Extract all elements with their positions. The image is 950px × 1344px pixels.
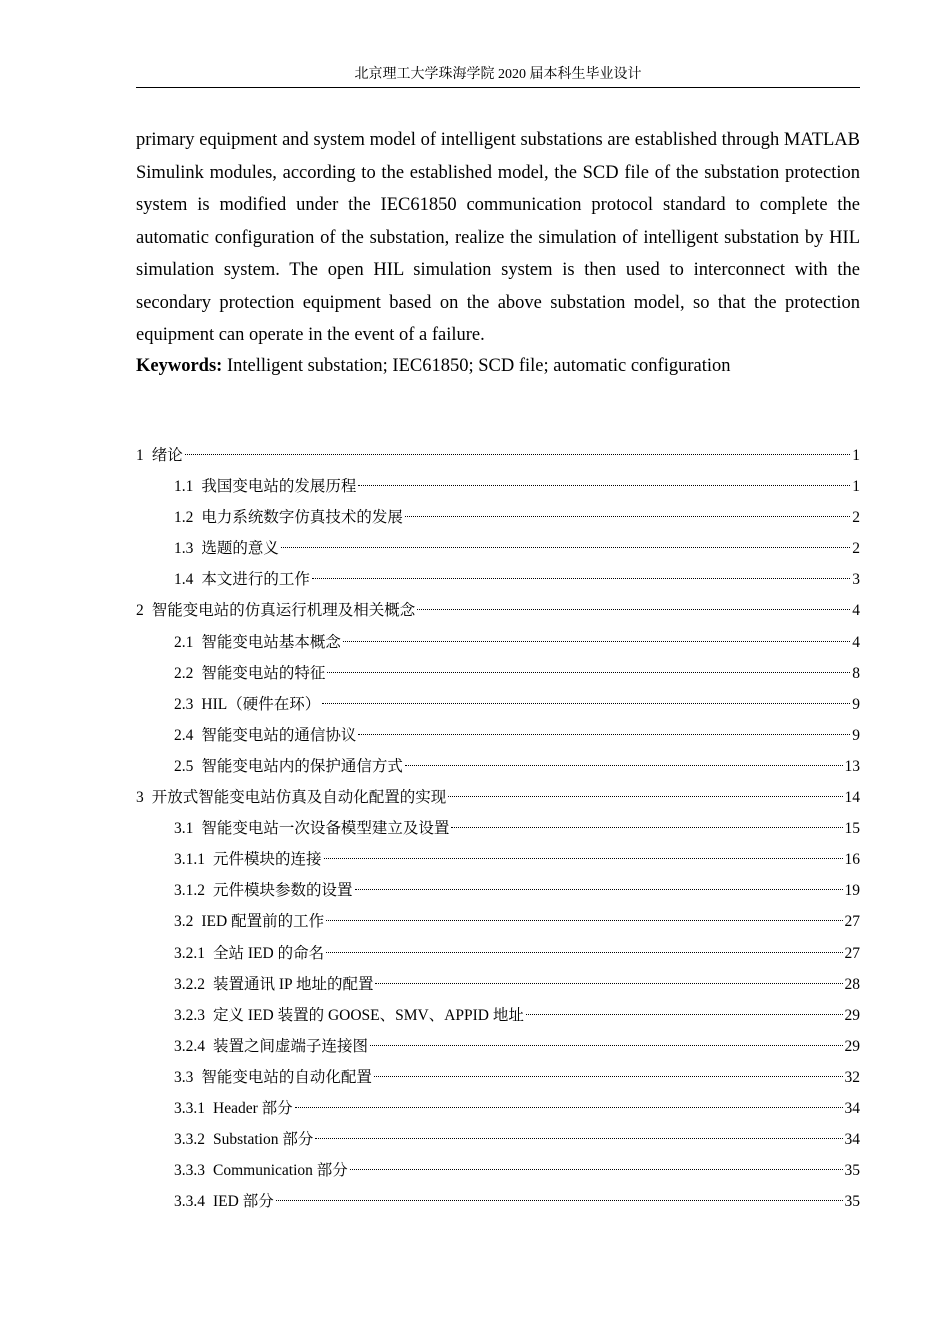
toc-leader-dots [358, 484, 850, 486]
toc-entry[interactable] [136, 471, 860, 502]
toc-entry-title: 装置之间虚端子连接图 [213, 1037, 369, 1055]
toc-entry-page: 35 [844, 1193, 860, 1211]
toc-entry-page: 28 [844, 975, 860, 993]
toc-leader-dots [350, 1168, 843, 1170]
toc-entry-number: 3.3.4 [174, 1193, 205, 1211]
toc-entry-title: HIL（硬件在环） [201, 695, 321, 713]
keywords-line [136, 350, 860, 382]
toc-entry-page: 9 [852, 695, 860, 713]
toc-entry-number: 3.3 [174, 1068, 194, 1086]
toc-entry-title: 全站 IED 的命名 [213, 944, 325, 962]
toc-entry[interactable] [136, 782, 860, 813]
toc-entry-number: 2.2 [174, 664, 194, 682]
toc-leader-dots [343, 640, 850, 642]
toc-entry-title: 智能变电站一次设备模型建立及设置 [201, 820, 450, 838]
abstract-body: primary equipment and system model of intelligent substations are established through MATLAB Simulink modules, according to the established model, the SCD file of the substation protection system is modified under the IEC61850 communication protocol standard to complete the automatic configuration of the substation, realize the simulation of intelligent substation by HIL simulation system. The open HIL simulation system is then used to interconnect with the secondary protection equipment based on the above substation model, so that the protection equipment can operate in the event of a failure. [136, 130, 860, 345]
toc-entry-title: 绪论 [151, 447, 183, 464]
toc-entry-title: IED 配置前的工作 [201, 913, 325, 931]
toc-leader-dots [327, 671, 850, 673]
toc-entry-page: 13 [844, 757, 860, 775]
toc-entry-title: 选题的意义 [201, 540, 279, 558]
toc-entry-number: 3.1 [174, 820, 194, 838]
toc-leader-dots [370, 1044, 842, 1046]
toc-leader-dots [322, 702, 850, 704]
toc-entry-number: 3.2.1 [174, 944, 205, 962]
toc-entry-page: 34 [844, 1099, 860, 1117]
toc-entry-title: 元件模块的连接 [213, 851, 322, 869]
toc-entry-title: 智能变电站的自动化配置 [201, 1068, 372, 1086]
toc-leader-dots [355, 888, 843, 890]
toc-entry-number: 3.1.1 [174, 851, 205, 869]
toc-entry-page: 35 [844, 1162, 860, 1180]
toc-leader-dots [448, 795, 842, 797]
toc-entry-number: 3.2.3 [174, 1006, 205, 1024]
toc-entry[interactable] [136, 813, 860, 844]
toc-entry[interactable] [136, 875, 860, 906]
toc-entry-page: 16 [844, 851, 860, 869]
toc-entry-number: 3.3.2 [174, 1131, 205, 1149]
toc-entry[interactable] [136, 751, 860, 782]
toc-entry-title: 我国变电站的发展历程 [201, 478, 357, 496]
toc-entry[interactable] [136, 844, 860, 875]
toc-entry[interactable] [136, 1093, 860, 1124]
running-header: 北京理工大学珠海学院 2020 届本科生毕业设计 [136, 64, 860, 88]
toc-entry-title: Header 部分 [213, 1099, 293, 1117]
toc-leader-dots [312, 577, 850, 579]
toc-entry-title: Communication 部分 [213, 1162, 348, 1180]
toc-entry[interactable] [136, 1031, 860, 1062]
toc-entry[interactable] [136, 440, 860, 471]
toc-entry-number: 1.4 [174, 571, 194, 589]
toc-entry-page: 8 [852, 664, 860, 682]
toc-entry-number: 3.2.2 [174, 975, 205, 993]
toc-entry-page: 29 [844, 1037, 860, 1055]
toc-entry-number: 2.1 [174, 633, 194, 651]
toc-leader-dots [326, 919, 842, 921]
toc-entry-number: 3 [136, 789, 144, 807]
toc-entry[interactable] [136, 658, 860, 689]
toc-entry-title: 本文进行的工作 [201, 571, 310, 589]
toc-entry-page: 4 [852, 633, 860, 651]
toc-entry-page: 4 [852, 602, 860, 620]
toc-entry-page: 27 [844, 913, 860, 931]
toc-entry-title: 元件模块参数的设置 [213, 882, 353, 900]
toc-entry-title: 智能变电站内的保护通信方式 [201, 757, 403, 775]
toc-entry[interactable] [136, 564, 860, 595]
toc-entry-page: 14 [844, 789, 860, 807]
toc-leader-dots [375, 982, 842, 984]
toc-entry-title: 电力系统数字仿真技术的发展 [201, 509, 403, 527]
toc-entry-number: 1.3 [174, 540, 194, 558]
toc-entry-page: 19 [844, 882, 860, 900]
toc-entry-number: 3.2.4 [174, 1037, 205, 1055]
toc-entry-page: 2 [852, 540, 860, 558]
toc-leader-dots [358, 733, 850, 735]
table-of-contents [136, 440, 860, 1217]
toc-entry-number: 2 [136, 602, 144, 620]
toc-entry-number: 1.1 [174, 478, 194, 496]
toc-entry-page: 9 [852, 726, 860, 744]
keywords-label: Keywords: [136, 356, 223, 376]
toc-leader-dots [295, 1106, 843, 1108]
toc-entry[interactable] [136, 1186, 860, 1217]
toc-entry-page: 29 [844, 1006, 860, 1024]
toc-entry-title: 装置通讯 IP 地址的配置 [213, 975, 374, 993]
toc-entry-page: 27 [844, 944, 860, 962]
toc-entry[interactable] [136, 938, 860, 969]
toc-entry[interactable] [136, 1062, 860, 1093]
toc-entry-title: IED 部分 [213, 1193, 274, 1211]
toc-entry[interactable] [136, 1000, 860, 1031]
toc-entry-number: 1.2 [174, 509, 194, 527]
toc-entry-number: 3.1.2 [174, 882, 205, 900]
toc-leader-dots [417, 608, 850, 610]
toc-entry-number: 1 [136, 447, 144, 464]
keywords-text: Intelligent substation; IEC61850; SCD file; automatic configuration [222, 356, 731, 376]
toc-entry-title: 智能变电站的通信协议 [201, 726, 357, 744]
toc-leader-dots [326, 951, 842, 953]
toc-entry[interactable] [136, 969, 860, 1000]
toc-entry[interactable] [136, 502, 860, 533]
toc-leader-dots [315, 1137, 842, 1139]
toc-entry[interactable] [136, 1124, 860, 1155]
toc-entry-number: 2.4 [174, 726, 194, 744]
toc-leader-dots [185, 453, 850, 455]
toc-leader-dots [374, 1075, 843, 1077]
toc-leader-dots [276, 1199, 843, 1201]
toc-entry-page: 1 [852, 447, 860, 464]
toc-entry-title: 智能变电站的特征 [201, 664, 326, 682]
toc-entry-page: 1 [852, 478, 860, 496]
toc-entry-page: 15 [844, 820, 860, 838]
toc-entry-number: 2.5 [174, 757, 194, 775]
toc-entry-number: 2.3 [174, 695, 194, 713]
toc-entry[interactable] [136, 533, 860, 564]
toc-entry-title: 智能变电站的仿真运行机理及相关概念 [151, 602, 416, 620]
toc-entry-title: 智能变电站基本概念 [201, 633, 341, 651]
toc-leader-dots [526, 1013, 843, 1015]
toc-leader-dots [405, 515, 850, 517]
toc-entry-title: 定义 IED 装置的 GOOSE、SMV、APPID 地址 [213, 1006, 524, 1024]
toc-leader-dots [324, 857, 843, 859]
toc-entry-page: 3 [852, 571, 860, 589]
toc-entry-title: Substation 部分 [213, 1131, 314, 1149]
toc-entry-page: 32 [844, 1068, 860, 1086]
toc-entry[interactable] [136, 627, 860, 658]
toc-entry[interactable] [136, 595, 860, 626]
toc-leader-dots [281, 546, 850, 548]
toc-entry-title: 开放式智能变电站仿真及自动化配置的实现 [151, 789, 447, 807]
toc-leader-dots [405, 764, 843, 766]
toc-entry-page: 34 [844, 1131, 860, 1149]
toc-entry-number: 3.3.3 [174, 1162, 205, 1180]
toc-entry[interactable] [136, 689, 860, 720]
toc-entry-number: 3.2 [174, 913, 194, 931]
toc-entry[interactable] [136, 906, 860, 937]
toc-leader-dots [451, 826, 842, 828]
toc-entry-number: 3.3.1 [174, 1099, 205, 1117]
toc-entry[interactable] [136, 1155, 860, 1186]
toc-entry[interactable] [136, 720, 860, 751]
toc-entry-page: 2 [852, 509, 860, 527]
